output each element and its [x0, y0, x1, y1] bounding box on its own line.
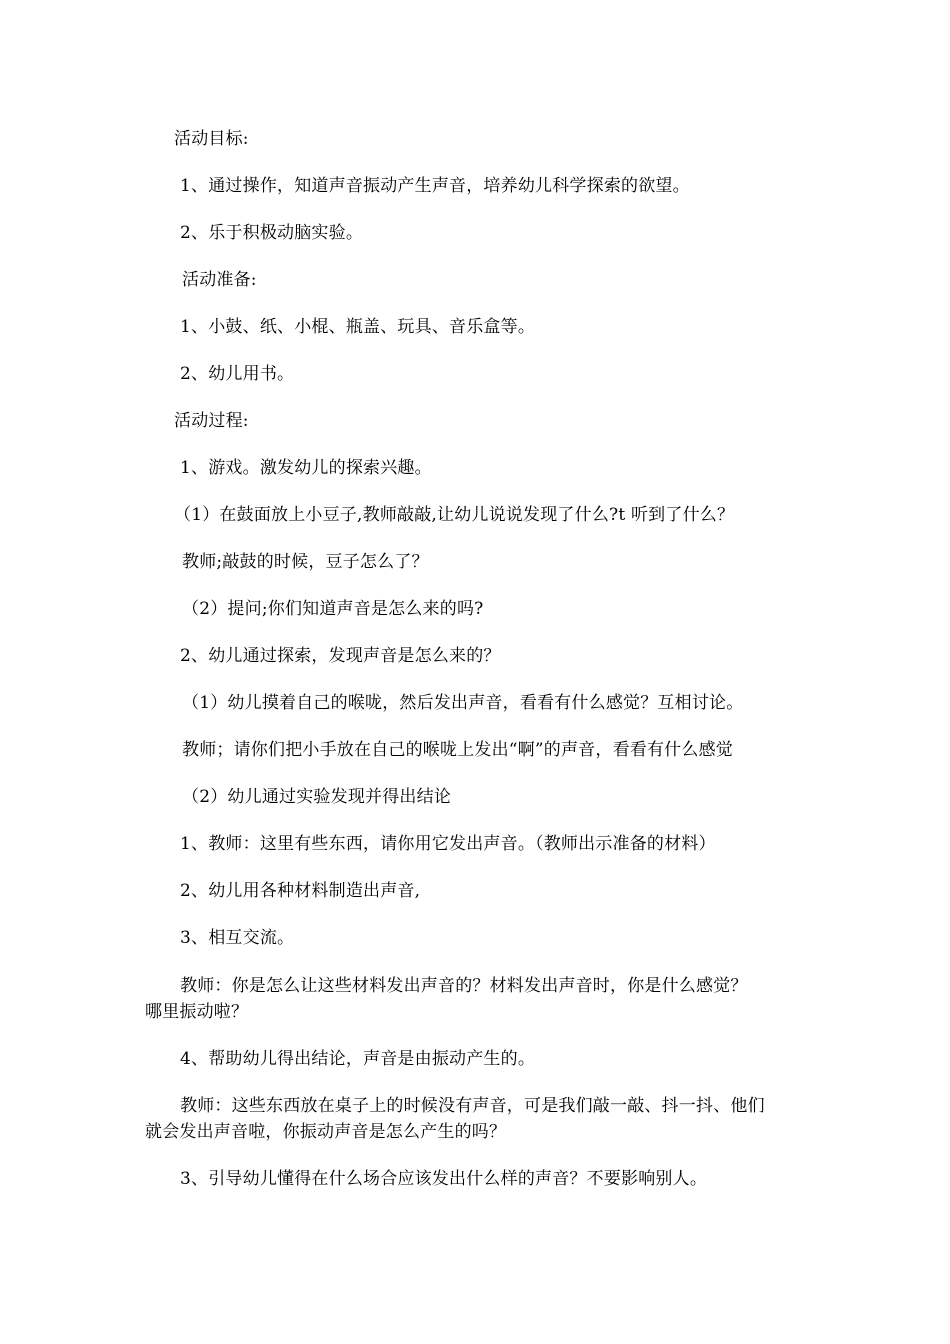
goal-item-1: 1、通过操作，知道声音振动产生声音，培养幼儿科学探索的欲望。: [180, 176, 690, 196]
process-step-1-sub-2: （2）提问;你们知道声音是怎么来的吗?: [182, 599, 484, 619]
process-step-1: 1、游戏。激发幼儿的探索兴趣。: [180, 458, 432, 478]
teacher-line-2: 教师；请你们把小手放在自己的喉咙上发出“啊”的声音，看看有什么感觉: [182, 740, 733, 760]
teacher-line-4b: 就会发出声音啦，你振动声音是怎么产生的吗？: [145, 1122, 507, 1142]
teacher-line-3a: 教师：你是怎么让这些材料发出声音的？材料发出声音时，你是什么感觉？: [180, 976, 748, 996]
process-step-2-sub-1: （1）幼儿摸着自己的喉咙，然后发出声音，看看有什么感觉？互相讨论。: [182, 693, 744, 713]
process-step-2-sub-2: （2）幼儿通过实验发现并得出结论: [182, 787, 452, 807]
heading-activity-goals: 活动目标:: [174, 129, 249, 149]
preparation-item-1: 1、小鼓、纸、小棍、瓶盖、玩具、音乐盒等。: [180, 317, 536, 337]
preparation-item-2: 2、幼儿用书。: [180, 364, 295, 384]
experiment-step-3: 3、相互交流。: [180, 928, 295, 948]
heading-activity-process: 活动过程:: [174, 411, 249, 431]
process-step-2: 2、幼儿通过探索，发现声音是怎么来的？: [180, 646, 501, 666]
teacher-line-1: 教师;敲鼓的时候，豆子怎么了？: [182, 552, 429, 572]
experiment-step-1: 1、教师：这里有些东西，请你用它发出声音。（教师出示准备的材料）: [180, 834, 716, 854]
process-step-3: 3、引导幼儿懂得在什么场合应该发出什么样的声音？不要影响别人。: [180, 1169, 708, 1189]
experiment-step-2: 2、幼儿用各种材料制造出声音,: [180, 881, 421, 901]
process-step-1-sub-1: （1）在鼓面放上小豆子,教师敲敲,让幼儿说说发现了什么?t 听到了什么？: [174, 505, 735, 525]
goal-item-2: 2、乐于积极动脑实验。: [180, 223, 364, 243]
teacher-line-3b: 哪里振动啦？: [145, 1002, 249, 1022]
experiment-step-4: 4、帮助幼儿得出结论，声音是由振动产生的。: [180, 1049, 536, 1069]
teacher-line-4a: 教师：这些东西放在桌子上的时候没有声音，可是我们敲一敲、抖一抖、他们: [180, 1096, 765, 1116]
heading-activity-preparation: 活动准备:: [182, 270, 257, 290]
